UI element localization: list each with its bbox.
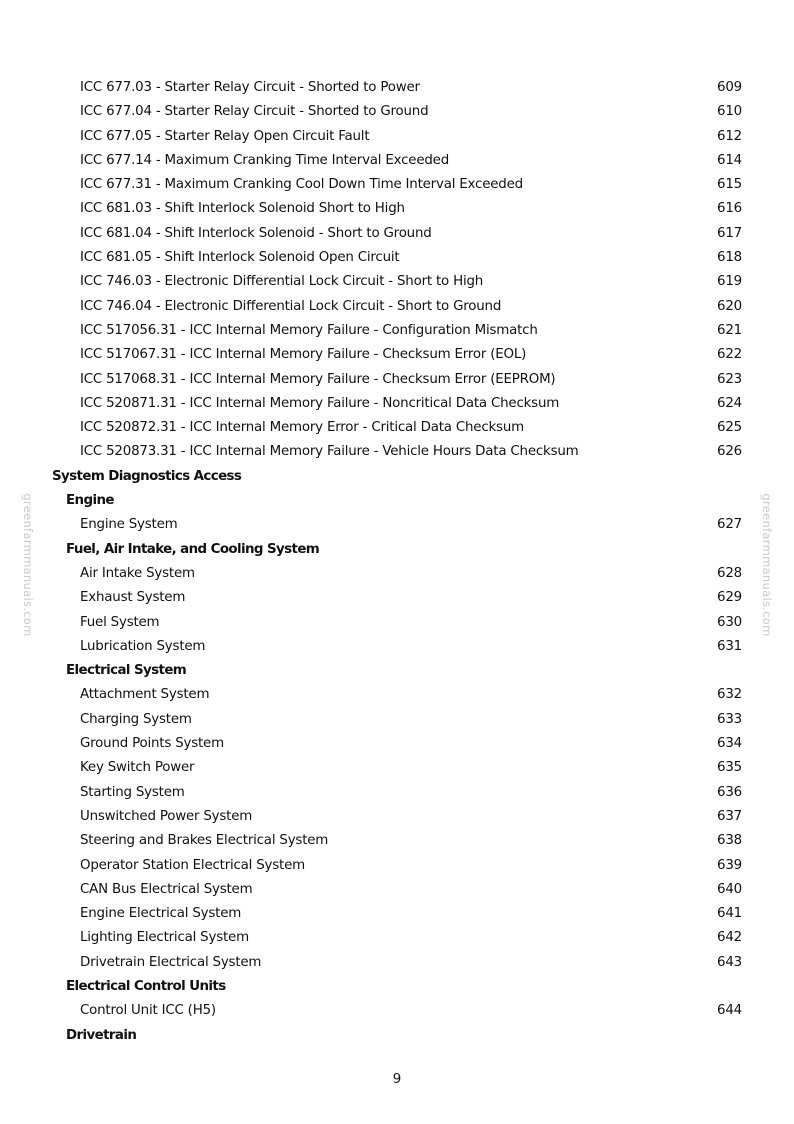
toc-entry[interactable]	[0, 513, 794, 537]
toc-subsection-heading[interactable]	[0, 1024, 794, 1048]
toc-entry-page: 643	[717, 954, 742, 970]
toc-entry-title: ICC 677.04 - Starter Relay Circuit - Shorted to Ground	[80, 104, 429, 120]
toc-entry[interactable]	[0, 562, 794, 586]
toc-subsection-heading[interactable]	[0, 489, 794, 513]
toc-entry-page: 615	[717, 177, 742, 193]
toc-entry-title: ICC 517067.31 - ICC Internal Memory Failure - Checksum Error (EOL)	[80, 347, 527, 363]
toc-entry-title: ICC 520871.31 - ICC Internal Memory Failure - Noncritical Data Checksum	[80, 395, 560, 411]
toc-entry[interactable]	[0, 902, 794, 926]
toc-entry-page: 631	[717, 638, 742, 654]
watermark-right: greenfarmmanuals.com	[760, 493, 774, 637]
toc-entry-title: Lighting Electrical System	[80, 930, 249, 946]
toc-entry[interactable]	[0, 392, 794, 416]
toc-entry[interactable]	[0, 368, 794, 392]
toc-entry-page: 641	[717, 906, 742, 922]
toc-entry-title: Fuel, Air Intake, and Cooling System	[66, 541, 320, 557]
toc-entry[interactable]	[0, 805, 794, 829]
toc-entry-title: Unswitched Power System	[80, 808, 253, 824]
toc-entry-page: 626	[717, 444, 742, 460]
toc-entry-title: Drivetrain	[66, 1027, 137, 1043]
toc-entry-page: 612	[717, 128, 742, 144]
toc-entry-title: Fuel System	[80, 614, 160, 630]
toc-entry-page: 644	[717, 1003, 742, 1019]
toc-entry-title: Electrical Control Units	[66, 978, 226, 994]
toc-entry[interactable]	[0, 781, 794, 805]
toc-section-heading[interactable]	[0, 465, 794, 489]
toc-subsection-heading[interactable]	[0, 538, 794, 562]
toc-entry[interactable]	[0, 635, 794, 659]
toc-entry-page: 629	[717, 590, 742, 606]
toc-entry[interactable]	[0, 999, 794, 1023]
toc-entry-title: ICC 677.05 - Starter Relay Open Circuit Fault	[80, 128, 370, 144]
toc-entry-title: ICC 681.03 - Shift Interlock Solenoid Short to High	[80, 201, 405, 217]
toc-entry[interactable]	[0, 586, 794, 610]
toc-entry[interactable]	[0, 270, 794, 294]
toc-entry-page: 639	[717, 857, 742, 873]
toc-entry[interactable]	[0, 756, 794, 780]
toc-entry[interactable]	[0, 197, 794, 221]
toc-entry[interactable]	[0, 295, 794, 319]
toc-entry[interactable]	[0, 951, 794, 975]
toc-subsection-heading[interactable]	[0, 659, 794, 683]
toc-entry-title: ICC 677.03 - Starter Relay Circuit - Shorted to Power	[80, 80, 420, 95]
toc-entry-title: Engine	[66, 493, 114, 509]
toc-entry-title: Engine Electrical System	[80, 906, 242, 922]
toc-entry-title: ICC 520872.31 - ICC Internal Memory Error - Critical Data Checksum	[80, 420, 524, 436]
toc-entry-page: 628	[717, 565, 742, 581]
toc-entry-title: ICC 517056.31 - ICC Internal Memory Failure - Configuration Mismatch	[80, 322, 538, 338]
toc-entry-title: Control Unit ICC (H5)	[80, 1003, 216, 1019]
toc-entry-page: 621	[717, 322, 742, 338]
toc-entry-title: ICC 517068.31 - ICC Internal Memory Failure - Checksum Error (EEPROM)	[80, 371, 556, 387]
toc-entry-page: 620	[717, 298, 742, 314]
toc-entry-page: 625	[717, 420, 742, 436]
toc-entry-page: 635	[717, 760, 742, 776]
toc-entry-title: System Diagnostics Access	[52, 468, 242, 484]
toc-entry-page: 609	[717, 80, 742, 95]
toc-entry-title: ICC 681.05 - Shift Interlock Solenoid Open Circuit	[80, 250, 400, 266]
toc-subsection-heading[interactable]	[0, 975, 794, 999]
toc-entry[interactable]	[0, 246, 794, 270]
watermark-left: greenfarmmanuals.com	[21, 493, 35, 637]
toc-entry-page: 624	[717, 395, 742, 411]
toc-entry-title: Key Switch Power	[80, 760, 195, 776]
toc-entry-title: CAN Bus Electrical System	[80, 881, 253, 897]
toc-entry-title: Exhaust System	[80, 590, 186, 606]
toc-entry-page: 623	[717, 371, 742, 387]
toc-entry-title: ICC 746.04 - Electronic Differential Lock Circuit - Short to Ground	[80, 298, 502, 314]
toc-entry[interactable]	[0, 100, 794, 124]
toc-entry-title: ICC 677.31 - Maximum Cranking Cool Down Time Interval Exceeded	[80, 177, 523, 193]
toc-entry-page: 627	[717, 517, 742, 533]
toc-entry-page: 610	[717, 104, 742, 120]
toc-entry-page: 634	[717, 736, 742, 752]
toc-entry-title: Attachment System	[80, 687, 210, 703]
toc-entry-title: Charging System	[80, 711, 192, 727]
toc-entry-title: Air Intake System	[80, 565, 195, 581]
toc-entry-page: 632	[717, 687, 742, 703]
toc-entry[interactable]	[0, 854, 794, 878]
toc-entry-page: 622	[717, 347, 742, 363]
toc-entry-page: 642	[717, 930, 742, 946]
toc-entry-page: 640	[717, 881, 742, 897]
toc-entry-title: Drivetrain Electrical System	[80, 954, 262, 970]
toc-entry-page: 637	[717, 808, 742, 824]
toc-entry-title: Lubrication System	[80, 638, 206, 654]
toc-entry[interactable]	[0, 926, 794, 950]
toc-entry-page: 616	[717, 201, 742, 217]
toc-entry-title: Steering and Brakes Electrical System	[80, 833, 329, 849]
toc-entry-title: Ground Points System	[80, 736, 224, 752]
toc-entry[interactable]	[0, 76, 794, 100]
toc-entry-page: 614	[717, 152, 742, 168]
toc-entry[interactable]	[0, 319, 794, 343]
toc-entry-title: Operator Station Electrical System	[80, 857, 305, 873]
toc-entry[interactable]	[0, 829, 794, 853]
table-of-contents	[0, 76, 794, 1048]
toc-entry[interactable]	[0, 149, 794, 173]
toc-entry[interactable]	[0, 173, 794, 197]
toc-entry[interactable]	[0, 125, 794, 149]
toc-entry-page: 638	[717, 833, 742, 849]
toc-entry-page: 618	[717, 250, 742, 266]
toc-entry[interactable]	[0, 732, 794, 756]
toc-entry-title: ICC 520873.31 - ICC Internal Memory Failure - Vehicle Hours Data Checksum	[80, 444, 579, 460]
toc-entry-page: 636	[717, 784, 742, 800]
toc-entry[interactable]	[0, 343, 794, 367]
toc-entry-title: ICC 681.04 - Shift Interlock Solenoid - Short to Ground	[80, 225, 432, 241]
toc-entry-title: Engine System	[80, 517, 178, 533]
toc-entry[interactable]	[0, 708, 794, 732]
toc-entry-title: Electrical System	[66, 663, 187, 679]
page-number: 9	[392, 1072, 402, 1087]
toc-entry-title: Starting System	[80, 784, 185, 800]
toc-entry-page: 617	[717, 225, 742, 241]
toc-entry[interactable]	[0, 878, 794, 902]
toc-entry[interactable]	[0, 440, 794, 464]
toc-entry[interactable]	[0, 416, 794, 440]
toc-entry[interactable]	[0, 611, 794, 635]
toc-entry-page: 633	[717, 711, 742, 727]
toc-entry[interactable]	[0, 683, 794, 707]
toc-entry-title: ICC 677.14 - Maximum Cranking Time Interval Exceeded	[80, 152, 449, 168]
toc-entry-page: 619	[717, 274, 742, 290]
toc-entry[interactable]	[0, 222, 794, 246]
toc-entry-page: 630	[717, 614, 742, 630]
toc-entry-title: ICC 746.03 - Electronic Differential Lock Circuit - Short to High	[80, 274, 484, 290]
